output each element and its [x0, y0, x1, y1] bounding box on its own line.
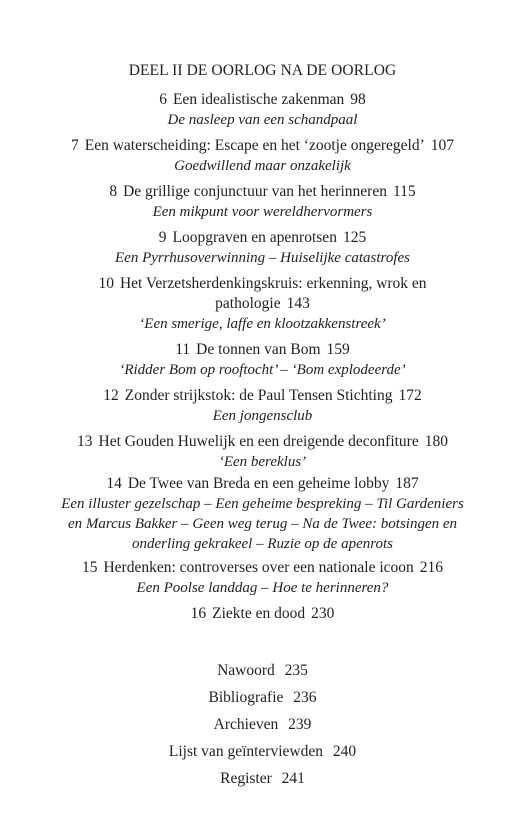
- toc-entry-9: [40, 228, 485, 268]
- page-number: 172: [398, 387, 422, 404]
- chapter-subtitle: ‘Een smerige, laffe en klootzakkenstreek’: [139, 316, 386, 332]
- chapter-subtitle: Een Poolse landdag – Hoe te herinneren?: [136, 580, 389, 596]
- chapter-title: De tonnen van Bom: [196, 341, 321, 358]
- page-number: 216: [419, 559, 444, 576]
- page-number: 98: [350, 91, 366, 108]
- back-matter-register: [0, 770, 525, 788]
- chapter-title-line: [40, 228, 485, 248]
- page-number: 187: [395, 475, 419, 492]
- chapter-number: 6: [159, 91, 167, 108]
- chapter-title-continued: pathologie: [215, 295, 281, 312]
- chapter-title: De grillige conjunctuur van het herinneren: [123, 183, 387, 200]
- toc-entry-6: [40, 90, 485, 130]
- toc-entry-15: [40, 558, 485, 598]
- chapter-number: 9: [158, 229, 167, 246]
- toc-entry-7: [40, 136, 485, 176]
- chapter-title-line: [40, 474, 485, 494]
- chapter-number: 15: [81, 559, 98, 576]
- chapter-subtitle-line-3: onderling gekrakeel – Ruzie op de apenrots: [131, 536, 394, 552]
- chapter-number: 10: [98, 275, 114, 292]
- chapter-title: Ziekte en dood: [212, 605, 306, 622]
- toc-entry-10: [40, 274, 485, 334]
- page-number: 241: [281, 770, 305, 787]
- chapter-title: Zonder strijkstok: de Paul Tensen Stichting: [124, 387, 393, 404]
- chapter-title-line: [40, 604, 485, 624]
- chapter-title-line-2: [40, 294, 485, 314]
- toc-entry-13: [40, 432, 485, 472]
- chapter-number: 8: [109, 183, 118, 200]
- toc-entry-16: [40, 604, 485, 624]
- toc-entry-12: [40, 386, 485, 426]
- chapter-title-line: [40, 182, 485, 202]
- chapter-title-line: [40, 136, 485, 156]
- page-number: 240: [332, 743, 357, 760]
- toc-entry-11: [40, 340, 485, 380]
- chapter-subtitle: Een Pyrrhusoverwinning – Huiselijke catastrofes: [115, 250, 410, 266]
- chapter-title-line: [40, 558, 485, 578]
- back-matter-interviewees: [0, 743, 525, 761]
- part-heading: DEEL II DE OORLOG NA DE OORLOG: [128, 62, 397, 79]
- page-number: 180: [424, 433, 448, 450]
- page-number: 115: [392, 183, 416, 200]
- chapter-title-line: [40, 90, 485, 110]
- page-number: 159: [326, 341, 350, 358]
- chapter-subtitle: ‘Ridder Bom op rooftocht’ – ‘Bom explodeerde’: [119, 362, 406, 378]
- page-number: 235: [284, 662, 308, 679]
- back-matter-title: Lijst van geïnterviewden: [168, 743, 323, 760]
- page-number: 143: [286, 295, 310, 312]
- chapter-subtitle-line-1: Een illuster gezelschap – Een geheime bespreking – Til Gardeniers: [61, 496, 464, 512]
- page-number: 107: [430, 137, 454, 154]
- chapter-number: 12: [103, 387, 119, 404]
- toc-entry-8: [40, 182, 485, 222]
- chapter-subtitle-line-2: en Marcus Bakker – Geen weg terug – Na de Twee: botsingen en: [67, 516, 458, 532]
- chapter-title-line: [40, 432, 485, 452]
- chapter-title: Het Gouden Huwelijk en een dreigende deconfiture: [98, 433, 419, 450]
- chapter-number: 7: [71, 137, 79, 154]
- chapter-subtitle: ‘Een bereklus’: [218, 454, 307, 470]
- chapter-number: 13: [77, 433, 93, 450]
- chapter-number: 11: [175, 341, 191, 358]
- chapter-title: Een waterscheiding: Escape en het ‘zootje ongeregeld’: [84, 137, 425, 154]
- chapter-title-line: [40, 340, 485, 360]
- back-matter-bibliografie: [0, 689, 525, 707]
- chapter-number: 16: [190, 605, 207, 622]
- back-matter-archieven: [0, 716, 525, 734]
- back-matter-title: Archieven: [213, 716, 279, 733]
- back-matter-nawoord: [0, 662, 525, 680]
- chapter-title: De Twee van Breda en een geheime lobby: [127, 475, 390, 492]
- chapter-title: Het Verzetsherdenkingskruis: erkenning, wrok en: [119, 275, 427, 292]
- chapter-number: 14: [106, 475, 122, 492]
- chapter-subtitle: Goedwillend maar onzakelijk: [174, 158, 351, 174]
- chapter-title-line: [40, 274, 485, 294]
- back-matter-title: Bibliografie: [208, 689, 284, 706]
- chapter-subtitle: De nasleep van een schandpaal: [167, 112, 358, 128]
- chapter-title: Herdenken: controverses over een nationale icoon: [103, 559, 414, 576]
- back-matter-title: Nawoord: [217, 662, 275, 679]
- toc-entry-14: [40, 474, 485, 554]
- chapter-subtitle: Een jongensclub: [212, 408, 313, 424]
- page-number: 236: [293, 689, 317, 706]
- chapter-title-line: [40, 386, 485, 406]
- chapter-subtitle: Een mikpunt voor wereldhervormers: [152, 204, 373, 220]
- page-number: 230: [311, 605, 335, 622]
- chapter-title: Loopgraven en apenrotsen: [172, 229, 337, 246]
- page-number: 125: [342, 229, 367, 246]
- page-number: 239: [288, 716, 312, 733]
- chapter-title: Een idealistische zakenman: [172, 91, 345, 108]
- back-matter-title: Register: [220, 770, 272, 787]
